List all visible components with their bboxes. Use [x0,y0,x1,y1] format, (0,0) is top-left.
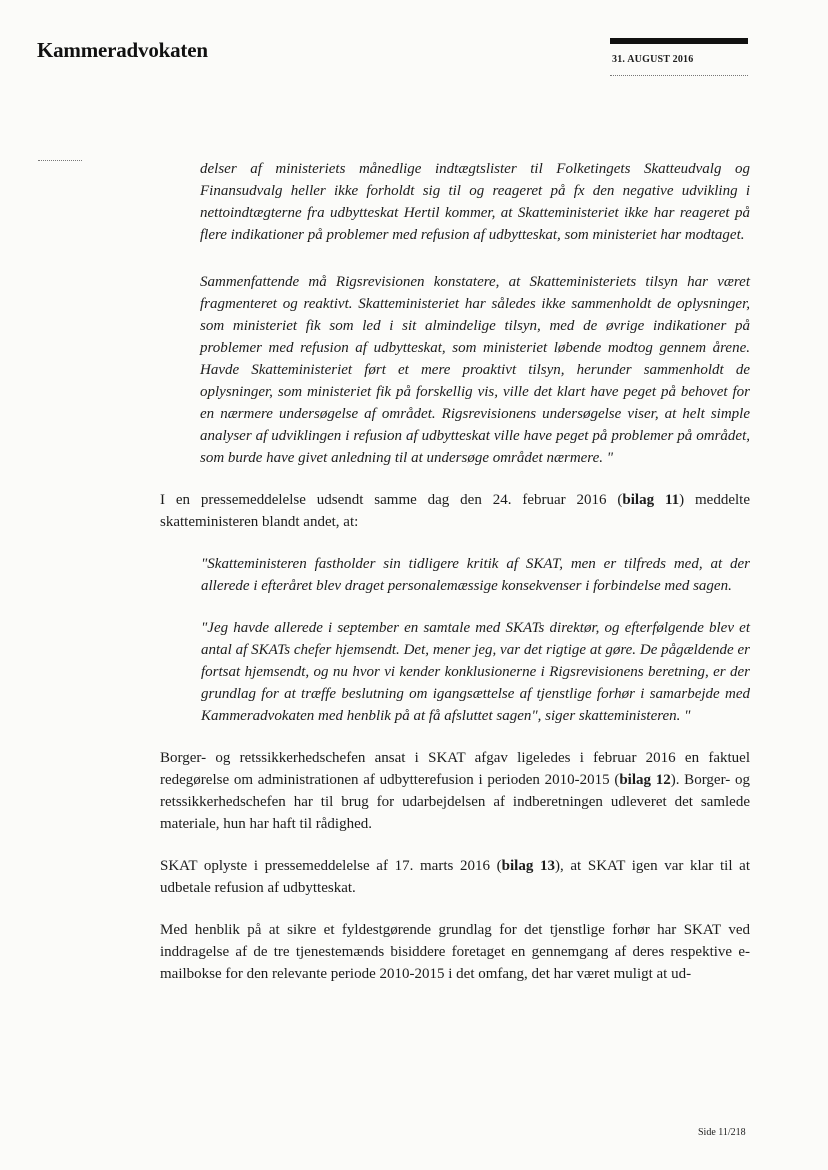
quote-paragraph: "Skatteministeren fastholder sin tidligere kritik af SKAT, men er tilfreds med, at der allerede i efteråret blev draget personalemæssige konsekvenser i forbindelse med sagen. [201,556,750,594]
quote-paragraph: "Jeg havde allerede i september en samtale med SKATs direktør, og efterfølgende blev et antal af SKATs chefer hjemsendt. Det, mener jeg, var det rigtige at gøre. De pågældende er fortsat hjemsendt, og nu hvor vi kender konklusionerne i Rigsrevisionens beretning, er der grundlag for at træffe beslutning om igangsættelse af tjenstlige forhør i samarbejde med Kammeradvokaten med henblik på at få afsluttet sagen", siger skatteministeren. " [201,620,750,724]
text-span: ). Borger- og retssikkerhedschefen har til brug for udarbejdelsen af indberetningen udleveret det samlede materiale, hun har haft til rådighed. [160,772,750,832]
body-paragraph [160,747,750,835]
quote-paragraph: delser af ministeriets månedlige indtægtslister til Folketingets Skatteudvalg og Finansudvalg heller ikke forholdt sig til og reageret på fx den negative udvikling i nettoindtægterne fra udbytteskat Hertil kommer, at Skatteministeriet ikke har reageret på flere indikationer på problemer med refusion af udbytteskat, som ministeriet har modtaget. [200,161,750,243]
body-paragraph: Med henblik på at sikre et fyldestgørende grundlag for det tjenstlige forhør har SKAT ved inddragelse af de tre tjenestemænds bisiddere foretaget en gennemgang af deres respektive e-mailbokse for den relevante periode 2010-2015 i det omfang, det har været muligt at ud- [160,922,750,982]
page-number: Side 11/218 [698,1127,746,1138]
bilag-reference: bilag 11 [622,492,680,508]
quote-paragraph: Sammenfattende må Rigsrevisionen konstatere, at Skatteministeriets tilsyn har været fragmenteret og reaktivt. Skatteministeriet har således ikke sammenholdt de oplysninger, som ministeriet fik som led i sit almindelige tilsyn, med de øvrige indikationer på problemer med refusion af udbytteskat, som ministeriet løbende modtog gennem årene. Havde Skatteministeriet ført et mere proaktivt tilsyn, herunder sammenholdt de oplysninger, som ministeriet fik på forskellig vis, ville det klart have peget på behovet for en nærmere undersøgelse af området. Rigsrevisionens undersøgelse viser, at helt simple analyser af udviklingen i refusion af udbytteskat ville have peget på problemer på området, som burde have givet anledning til at undersøge området nærmere. " [200,274,750,466]
margin-divider [38,160,82,161]
bilag-reference: bilag 13 [501,858,555,874]
text-span: Borger- og retssikkerhedschefen ansat i SKAT afgav ligeledes i februar 2016 en faktuel redegørelse om administrationen af udbytterefusion i perioden 2010-2015 ( [160,750,750,788]
text-span: SKAT oplyste i pressemeddelelse af 17. marts 2016 ( [160,858,502,874]
text-span: I en pressemeddelelse udsendt samme dag den 24. februar 2016 ( [160,492,623,508]
document-date: 31. AUGUST 2016 [612,54,694,65]
date-divider [610,75,748,76]
document-body [160,158,750,1005]
text-span: ) meddelte skatteministeren blandt andet, at: [160,492,750,530]
bilag-reference: bilag 12 [619,772,671,788]
brand-title: Kammeradvokaten [37,38,208,62]
date-bar [610,38,748,44]
body-paragraph [160,489,750,533]
body-paragraph [160,855,750,899]
text-span: ), at SKAT igen var klar til at udbetale refusion af udbytteskat. [160,858,750,896]
